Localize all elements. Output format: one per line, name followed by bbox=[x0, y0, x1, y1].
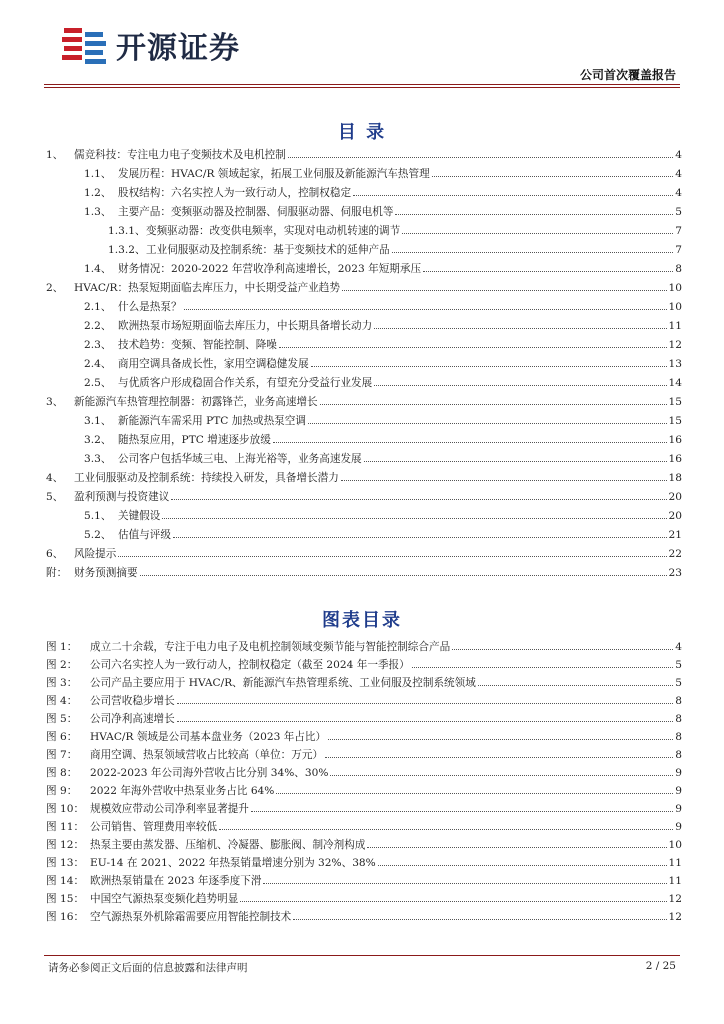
toc-leader-dots bbox=[423, 270, 673, 272]
figure-entry-label: 2022 年海外营收中热泵业务占比 64% bbox=[90, 785, 275, 797]
toc-entry-label: 变频驱动器：改变供电频率，实现对电动机转速的调节 bbox=[146, 225, 401, 237]
toc-entry-page: 4 bbox=[675, 168, 682, 180]
toc-entry[interactable] bbox=[46, 393, 682, 412]
toc-entry-page: 15 bbox=[668, 415, 682, 427]
figure-entry-number: 图 8： bbox=[46, 767, 78, 779]
toc-entry-label: 随热泵应用，PTC 增速逐步放缓 bbox=[118, 434, 271, 446]
toc-entry-number: 1、 bbox=[46, 149, 64, 161]
figure-entry-page: 8 bbox=[675, 749, 682, 761]
toc-entry-page: 21 bbox=[668, 529, 682, 541]
figure-entry-page: 9 bbox=[675, 785, 682, 797]
figure-entry-page: 4 bbox=[675, 641, 682, 653]
toc-entry-number: 5、 bbox=[46, 491, 64, 503]
figure-entry-page: 5 bbox=[675, 677, 682, 689]
figure-entry-page: 5 bbox=[675, 659, 682, 671]
toc-entry-label: 工业伺服驱动及控制系统：持续投入研发，具备增长潜力 bbox=[74, 472, 339, 484]
figure-leader-dots bbox=[293, 918, 666, 920]
figure-entry-number: 图 7： bbox=[46, 749, 78, 761]
toc-entry-page: 22 bbox=[668, 548, 682, 560]
figure-entry[interactable] bbox=[46, 908, 682, 926]
toc-entry-number: 2.4、 bbox=[84, 358, 112, 370]
figure-entry-page: 8 bbox=[675, 713, 682, 725]
header-divider bbox=[44, 84, 680, 85]
toc-entry-number: 附： bbox=[46, 567, 68, 579]
toc-entry-label: 技术趋势：变频、智能控制、降噪 bbox=[118, 339, 277, 351]
toc-leader-dots bbox=[364, 460, 667, 462]
figure-entry-page: 12 bbox=[668, 911, 682, 923]
toc-entry-number: 2.2、 bbox=[84, 320, 112, 332]
figure-entry-label: 公司产品主要应用于 HVAC/R、新能源汽车热管理系统、工业伺服及控制系统领域 bbox=[90, 677, 476, 689]
toc-entry-label: 商用空调具备成长性，家用空调稳健发展 bbox=[118, 358, 309, 370]
toc-entry-label: HVAC/R：热泵短期面临去库压力，中长期受益产业趋势 bbox=[74, 282, 340, 294]
toc-entry[interactable] bbox=[46, 317, 682, 336]
figure-entry-label: 公司六名实控人为一致行动人，控制权稳定（截至 2024 年一季报） bbox=[90, 659, 410, 671]
toc-entry-label: 主要产品：变频驱动器及控制器、伺服驱动器、伺服电机等 bbox=[118, 206, 394, 218]
figure-entry-number: 图 4： bbox=[46, 695, 78, 707]
toc-leader-dots bbox=[320, 403, 667, 405]
figure-entry[interactable] bbox=[46, 638, 682, 656]
figure-entry[interactable] bbox=[46, 800, 682, 818]
figure-list bbox=[46, 638, 682, 926]
toc-entry-page: 18 bbox=[668, 472, 682, 484]
toc-entry-label: 估值与评级 bbox=[118, 529, 171, 541]
figure-leader-dots bbox=[367, 846, 666, 848]
figure-entry-page: 11 bbox=[668, 875, 682, 887]
toc-leader-dots bbox=[374, 384, 666, 386]
toc-leader-dots bbox=[308, 422, 667, 424]
toc-entry-page: 20 bbox=[668, 491, 682, 503]
figure-entry[interactable] bbox=[46, 746, 682, 764]
toc-entry-label: 关键假设 bbox=[118, 510, 161, 522]
figure-entry-number: 图 16： bbox=[46, 911, 85, 923]
toc-entry-number: 1.3.1、 bbox=[108, 225, 146, 237]
toc-entry-label: 盈利预测与投资建议 bbox=[74, 491, 170, 503]
figure-entry-label: 商用空调、热泵领域营收占比较高（单位：万元） bbox=[90, 749, 324, 761]
toc-entry-page: 8 bbox=[675, 263, 682, 275]
toc-entry-page: 14 bbox=[668, 377, 682, 389]
figure-entry-number: 图 15： bbox=[46, 893, 85, 905]
footer-divider bbox=[44, 955, 680, 956]
figure-entry[interactable] bbox=[46, 836, 682, 854]
toc-entry-number: 5.2、 bbox=[84, 529, 112, 541]
toc-entry-number: 1.2、 bbox=[84, 187, 112, 199]
figure-entry-number: 图 11： bbox=[46, 821, 85, 833]
toc-entry-page: 7 bbox=[675, 244, 682, 256]
toc-leader-dots bbox=[392, 251, 674, 253]
toc-leader-dots bbox=[341, 479, 667, 481]
figure-entry-page: 10 bbox=[668, 839, 682, 851]
footer-disclaimer: 请务必参阅正文后面的信息披露和法律声明 bbox=[48, 962, 248, 974]
figure-entry[interactable] bbox=[46, 818, 682, 836]
figure-entry-number: 图 2： bbox=[46, 659, 78, 671]
toc-entry-page: 16 bbox=[668, 434, 682, 446]
figure-entry-page: 9 bbox=[675, 803, 682, 815]
toc-leader-dots bbox=[184, 308, 667, 310]
figure-entry-number: 图 6： bbox=[46, 731, 78, 743]
toc-entry-label: 股权结构：六名实控人为一致行动人，控制权稳定 bbox=[118, 187, 352, 199]
header-divider-secondary bbox=[44, 87, 680, 88]
page-header bbox=[0, 0, 724, 92]
toc-entry-label: 新能源汽车需采用 PTC 加热或热泵空调 bbox=[118, 415, 306, 427]
toc-entry-page: 11 bbox=[668, 320, 682, 332]
toc-entry-number: 2、 bbox=[46, 282, 64, 294]
report-type-label: 公司首次覆盖报告 bbox=[579, 68, 676, 82]
toc-entry-label: 发展历程：HVAC/R 领域起家，拓展工业伺服及新能源汽车热管理 bbox=[118, 168, 430, 180]
toc-entry-page: 16 bbox=[668, 453, 682, 465]
toc-entry-label: 与优质客户形成稳固合作关系，有望充分受益行业发展 bbox=[118, 377, 373, 389]
figure-entry-number: 图 9： bbox=[46, 785, 78, 797]
figure-leader-dots bbox=[219, 828, 673, 830]
toc-entry-number: 3、 bbox=[46, 396, 64, 408]
figure-entry-page: 12 bbox=[668, 893, 682, 905]
figure-entry-number: 图 13： bbox=[46, 857, 85, 869]
figure-entry[interactable] bbox=[46, 854, 682, 872]
toc-entry[interactable] bbox=[46, 450, 682, 469]
toc-entry[interactable] bbox=[46, 260, 682, 279]
figure-entry[interactable] bbox=[46, 674, 682, 692]
toc-entry-number: 5.1、 bbox=[84, 510, 112, 522]
toc-entry[interactable] bbox=[46, 564, 682, 583]
figure-entry[interactable] bbox=[46, 692, 682, 710]
brand-name: 开源证券 bbox=[116, 31, 240, 66]
figure-leader-dots bbox=[276, 792, 673, 794]
toc-leader-dots bbox=[162, 517, 666, 519]
toc-entry-page: 13 bbox=[668, 358, 682, 370]
figure-leader-dots bbox=[177, 720, 674, 722]
toc-list bbox=[46, 146, 682, 583]
toc-entry-label: 什么是热泵？ bbox=[118, 301, 182, 313]
brand-logo-mark-icon bbox=[60, 22, 110, 68]
toc-entry-label: 儒竞科技：专注电力电子变频技术及电机控制 bbox=[74, 149, 286, 161]
toc-entry[interactable] bbox=[46, 146, 682, 165]
toc-leader-dots bbox=[171, 498, 666, 500]
toc-entry[interactable] bbox=[46, 412, 682, 431]
figure-leader-dots bbox=[328, 738, 673, 740]
figure-entry-label: EU-14 在 2021、2022 年热泵销量增速分别为 32%、38% bbox=[90, 857, 376, 869]
figure-entry[interactable] bbox=[46, 890, 682, 908]
figure-entry-label: 空气源热泵外机除霜需要应用智能控制技术 bbox=[90, 911, 292, 923]
toc-entry-number: 1.3.2、 bbox=[108, 244, 146, 256]
toc-entry-label: 财务预测摘要 bbox=[74, 567, 138, 579]
figure-entry[interactable] bbox=[46, 728, 682, 746]
figure-leader-dots bbox=[412, 666, 674, 668]
toc-entry-page: 10 bbox=[668, 282, 682, 294]
toc-leader-dots bbox=[118, 555, 666, 557]
toc-leader-dots bbox=[342, 289, 667, 291]
toc-entry-number: 2.5、 bbox=[84, 377, 112, 389]
figure-entry-page: 9 bbox=[675, 821, 682, 833]
figure-entry-page: 11 bbox=[668, 857, 682, 869]
figure-entry-label: HVAC/R 领域是公司基本盘业务（2023 年占比） bbox=[90, 731, 327, 743]
figure-leader-dots bbox=[263, 882, 666, 884]
figures-title: 图表目录 bbox=[322, 610, 402, 631]
figure-leader-dots bbox=[325, 756, 673, 758]
toc-entry[interactable] bbox=[46, 431, 682, 450]
figure-entry-number: 图 1： bbox=[46, 641, 78, 653]
toc-entry-page: 4 bbox=[675, 187, 682, 199]
toc-entry-page: 10 bbox=[668, 301, 682, 313]
toc-entry[interactable] bbox=[46, 374, 682, 393]
toc-entry[interactable] bbox=[46, 545, 682, 564]
toc-entry-label: 工业伺服驱动及控制系统：基于变频技术的延伸产品 bbox=[146, 244, 390, 256]
toc-entry-page: 4 bbox=[675, 149, 682, 161]
toc-entry[interactable] bbox=[46, 241, 682, 260]
figure-entry[interactable] bbox=[46, 872, 682, 890]
toc-entry[interactable] bbox=[46, 165, 682, 184]
toc-entry-number: 1.4、 bbox=[84, 263, 112, 275]
figure-entry-label: 成立二十余载，专注于电力电子及电机控制领域变频节能与智能控制综合产品 bbox=[90, 641, 451, 653]
toc-entry-label: 欧洲热泵市场短期面临去库压力，中长期具备增长动力 bbox=[118, 320, 373, 332]
figure-entry-label: 公司净利高速增长 bbox=[90, 713, 175, 725]
toc-entry[interactable] bbox=[46, 336, 682, 355]
toc-entry-page: 12 bbox=[668, 339, 682, 351]
figure-entry[interactable] bbox=[46, 656, 682, 674]
figure-entry-label: 公司营收稳步增长 bbox=[90, 695, 175, 707]
figure-entry-label: 欧洲热泵销量在 2023 年逐季度下滑 bbox=[90, 875, 262, 887]
figure-entry-label: 公司销售、管理费用率较低 bbox=[90, 821, 218, 833]
toc-leader-dots bbox=[173, 536, 667, 538]
toc-entry-number: 3.1、 bbox=[84, 415, 112, 427]
toc-leader-dots bbox=[140, 574, 667, 576]
toc-entry[interactable] bbox=[46, 469, 682, 488]
toc-entry[interactable] bbox=[46, 279, 682, 298]
toc-entry[interactable] bbox=[46, 355, 682, 374]
figure-entry-page: 8 bbox=[675, 695, 682, 707]
toc-entry[interactable] bbox=[46, 507, 682, 526]
page-indicator: 2 / 25 bbox=[645, 960, 676, 972]
figure-leader-dots bbox=[330, 774, 673, 776]
figure-entry-number: 图 14： bbox=[46, 875, 85, 887]
toc-leader-dots bbox=[311, 365, 667, 367]
toc-leader-dots bbox=[288, 156, 673, 158]
toc-entry-number: 1.1、 bbox=[84, 168, 112, 180]
toc-entry[interactable] bbox=[46, 526, 682, 545]
figure-leader-dots bbox=[452, 648, 673, 650]
toc-leader-dots bbox=[279, 346, 667, 348]
toc-entry[interactable] bbox=[46, 298, 682, 317]
figure-leader-dots bbox=[478, 684, 673, 686]
figure-entry-page: 9 bbox=[675, 767, 682, 779]
figure-entry[interactable] bbox=[46, 764, 682, 782]
toc-entry-page: 7 bbox=[675, 225, 682, 237]
toc-entry-page: 23 bbox=[668, 567, 682, 579]
figure-leader-dots bbox=[177, 702, 674, 704]
toc-entry-page: 20 bbox=[668, 510, 682, 522]
figure-entry-number: 图 3： bbox=[46, 677, 78, 689]
toc-entry-number: 4、 bbox=[46, 472, 64, 484]
toc-leader-dots bbox=[432, 175, 674, 177]
figure-leader-dots bbox=[240, 900, 666, 902]
toc-entry-number: 3.3、 bbox=[84, 453, 112, 465]
toc-entry[interactable] bbox=[46, 184, 682, 203]
toc-entry-label: 财务情况：2020-2022 年营收净利高速增长，2023 年短期承压 bbox=[118, 263, 422, 275]
toc-entry-number: 3.2、 bbox=[84, 434, 112, 446]
toc-leader-dots bbox=[395, 213, 673, 215]
toc-entry-number: 6、 bbox=[46, 548, 64, 560]
toc-title: 目 录 bbox=[337, 122, 387, 143]
toc-entry-label: 公司客户包括华域三电、上海光裕等，业务高速发展 bbox=[118, 453, 362, 465]
toc-entry-number: 2.1、 bbox=[84, 301, 112, 313]
figure-entry[interactable] bbox=[46, 782, 682, 800]
toc-entry-label: 新能源汽车热管理控制器：初露锋芒，业务高速增长 bbox=[74, 396, 318, 408]
figure-entry-label: 中国空气源热泵变频化趋势明显 bbox=[90, 893, 239, 905]
toc-entry-number: 1.3、 bbox=[84, 206, 112, 218]
toc-leader-dots bbox=[402, 232, 673, 234]
figure-entry-label: 规模效应带动公司净利率显著提升 bbox=[90, 803, 249, 815]
toc-entry-page: 15 bbox=[668, 396, 682, 408]
toc-entry[interactable] bbox=[46, 203, 682, 222]
figure-entry[interactable] bbox=[46, 710, 682, 728]
figure-entry-number: 图 5： bbox=[46, 713, 78, 725]
figure-entry-number: 图 12： bbox=[46, 839, 85, 851]
toc-entry-page: 5 bbox=[675, 206, 682, 218]
brand-logo bbox=[60, 22, 240, 68]
figure-entry-page: 8 bbox=[675, 731, 682, 743]
figure-leader-dots bbox=[378, 864, 667, 866]
toc-leader-dots bbox=[273, 441, 667, 443]
toc-leader-dots bbox=[374, 327, 666, 329]
toc-entry[interactable] bbox=[46, 488, 682, 507]
figure-entry-label: 热泵主要由蒸发器、压缩机、冷凝器、膨胀阀、制冷剂构成 bbox=[90, 839, 366, 851]
toc-leader-dots bbox=[353, 194, 673, 196]
figure-entry-label: 2022-2023 年公司海外营收占比分别 34%、30% bbox=[90, 767, 329, 779]
toc-entry-label: 风险提示 bbox=[74, 548, 117, 560]
figure-leader-dots bbox=[251, 810, 673, 812]
toc-entry[interactable] bbox=[46, 222, 682, 241]
figure-entry-number: 图 10： bbox=[46, 803, 85, 815]
toc-entry-number: 2.3、 bbox=[84, 339, 112, 351]
